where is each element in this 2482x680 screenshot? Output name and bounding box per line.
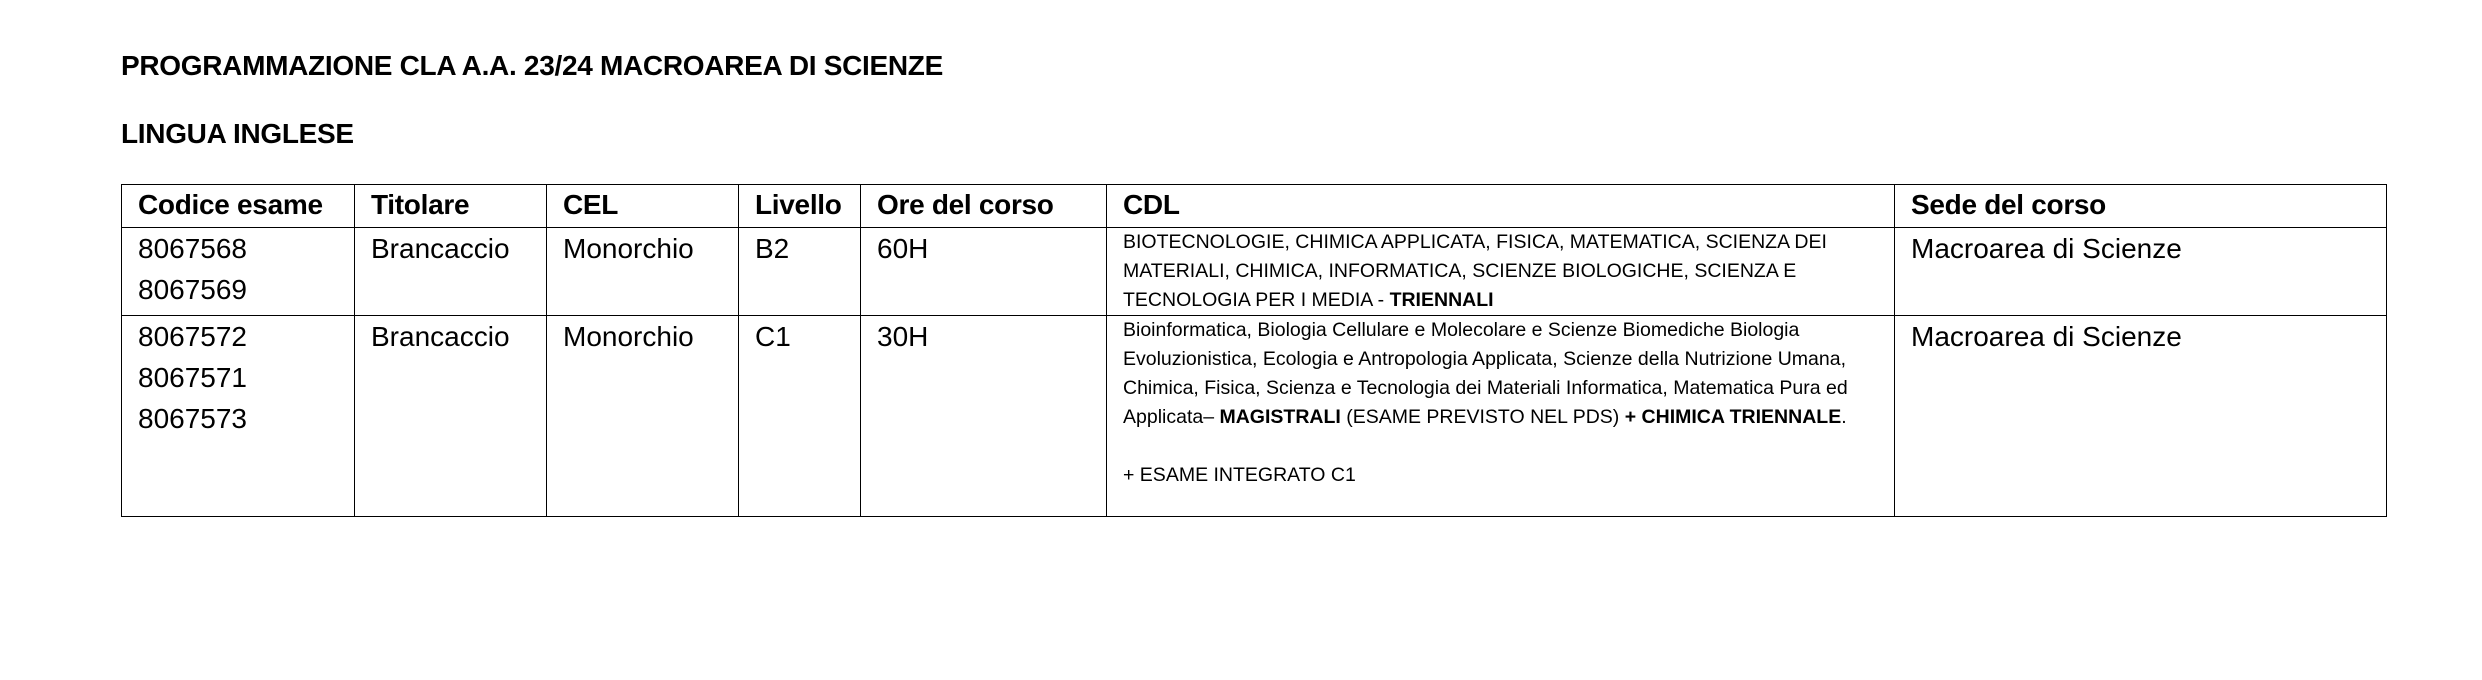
header-cel: CEL bbox=[547, 185, 739, 228]
cdl-bold-text: + CHIMICA TRIENNALE bbox=[1624, 406, 1842, 428]
header-cdl: CDL bbox=[1107, 185, 1895, 228]
table-header-row bbox=[122, 185, 2387, 228]
exam-code: 8067573 bbox=[138, 403, 248, 434]
header-titolare: Titolare bbox=[355, 185, 547, 228]
cdl-bold-text: TRIENNALI bbox=[1389, 289, 1494, 311]
table-row bbox=[122, 228, 2387, 316]
cell-sede-del-corso: Macroarea di Scienze bbox=[1895, 316, 2387, 517]
document-title: PROGRAMMAZIONE CLA A.A. 23/24 MACROAREA DI SCIENZE bbox=[121, 50, 943, 81]
header-ore-del-corso: Ore del corso bbox=[861, 185, 1107, 228]
cell-codice-esame bbox=[122, 316, 355, 517]
table-row bbox=[122, 316, 2387, 517]
header-livello: Livello bbox=[739, 185, 861, 228]
exam-code: 8067571 bbox=[138, 362, 248, 393]
cdl-text: (ESAME PREVISTO NEL PDS) bbox=[1340, 406, 1625, 428]
cell-cel: Monorchio bbox=[547, 316, 739, 517]
cdl-spacer bbox=[1123, 432, 1884, 461]
cell-cdl bbox=[1107, 316, 1895, 517]
cell-titolare: Brancaccio bbox=[355, 316, 547, 517]
cell-sede-del-corso: Macroarea di Scienze bbox=[1895, 228, 2387, 316]
cell-titolare: Brancaccio bbox=[355, 228, 547, 316]
cell-cdl bbox=[1107, 228, 1895, 316]
exam-code: 8067568 bbox=[138, 233, 248, 264]
cdl-bold-text: MAGISTRALI bbox=[1219, 406, 1341, 428]
cell-livello: B2 bbox=[739, 228, 861, 316]
cell-livello: C1 bbox=[739, 316, 861, 517]
course-table bbox=[121, 184, 2387, 517]
document-subtitle: LINGUA INGLESE bbox=[121, 118, 354, 149]
cdl-text: BIOTECNOLOGIE, CHIMICA APPLICATA, FISICA, MATEMATICA, SCIENZA DEI MATERIALI, CHIMICA, INFORMATICA, SCIENZE BIOLOGICHE, SCIENZA E TECNOLOGIA PER I MEDIA - bbox=[1123, 231, 1827, 311]
cdl-text: Bioinformatica, Biologia Cellulare e Molecolare e Scienze Biomediche Biologia Evoluzionistica, Ecologia e Antropologia Applicata, Scienze della Nutrizione Umana, Chimica, Fisica, Scienza e Tecnologia dei Materiali Informatica, Matematica Pura ed Applicata– bbox=[1123, 319, 1848, 428]
cdl-note: + ESAME INTEGRATO C1 bbox=[1123, 464, 1356, 486]
cdl-text: . bbox=[1841, 406, 1847, 428]
header-codice-esame: Codice esame bbox=[122, 185, 355, 228]
exam-code: 8067572 bbox=[138, 321, 248, 352]
cell-cel: Monorchio bbox=[547, 228, 739, 316]
cell-codice-esame bbox=[122, 228, 355, 316]
cell-ore-del-corso: 60H bbox=[861, 228, 1107, 316]
cell-ore-del-corso: 30H bbox=[861, 316, 1107, 517]
exam-code: 8067569 bbox=[138, 274, 248, 305]
header-sede-del-corso: Sede del corso bbox=[1895, 185, 2387, 228]
